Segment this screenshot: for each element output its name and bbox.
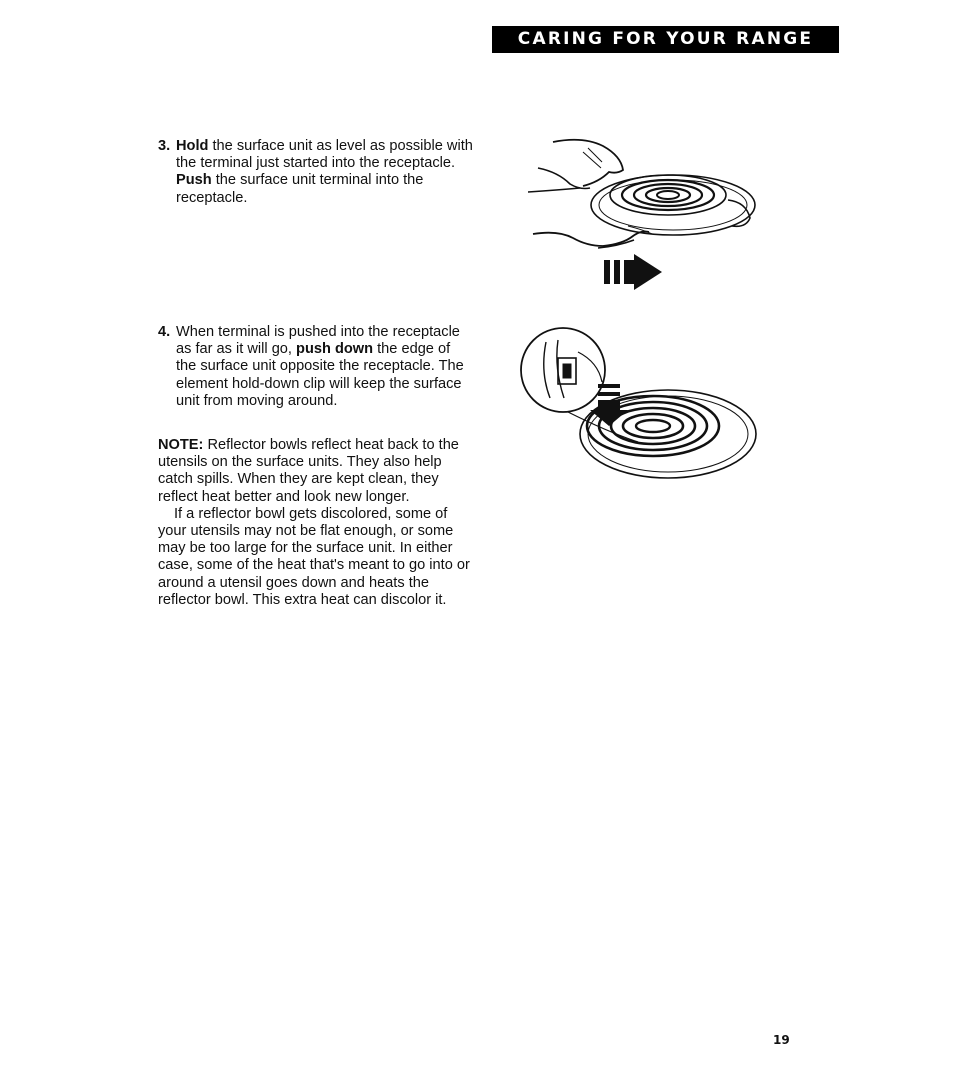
step-text [176, 324, 473, 410]
page-number: 19 [773, 1033, 790, 1047]
step-number: 3. [158, 138, 171, 154]
next-step-arrow-icon [604, 250, 666, 294]
step-number: 4. [158, 324, 171, 340]
step-text-part: When terminal is pushed into the receptacle as far as it will go, [176, 324, 460, 358]
step-text-part: the surface unit terminal into the receptacle. [176, 172, 424, 206]
note-paragraph [158, 437, 478, 609]
step-text [176, 138, 473, 207]
note-text-continued: If a reflector bowl gets discolored, some of your utensils may not be flat enough, or some may be too large for the surface unit. In either case, some of the heat that's meant to go into or around a utensil goes down and heats the reflector bowl. This extra heat can discolor it. [158, 505, 470, 608]
step-4 [158, 324, 473, 410]
step-emphasis: Hold [176, 138, 209, 154]
step-emphasis: Push [176, 172, 212, 189]
note-label: NOTE: [158, 437, 204, 453]
step-emphasis: push down [296, 341, 374, 358]
step-3 [158, 138, 473, 207]
hands-inserting-surface-unit-illustration [528, 130, 768, 260]
note-text: Reflector bowls reflect heat back to the utensils on the surface units. They also help catch spills. When they are kept clean, they reflect heat better and look new longer. [158, 437, 459, 505]
step-text-part: the edge of the surface unit opposite the receptacle. The element hold-down clip will keep the surface unit from moving around. [176, 341, 464, 409]
push-down-surface-unit-illustration [518, 322, 763, 484]
section-header: CARING FOR YOUR RANGE [492, 26, 839, 53]
step-text-part: the surface unit as level as possible with the terminal just started into the receptacle. [176, 138, 473, 172]
